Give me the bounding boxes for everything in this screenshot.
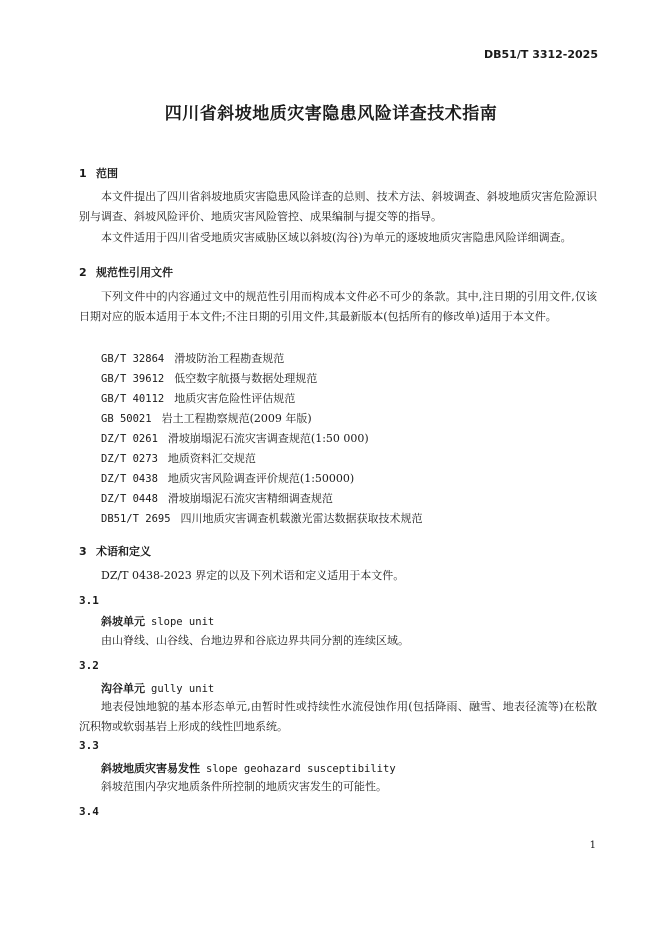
document-title: 四川省斜坡地质灾害隐患风险详查技术指南 <box>164 104 498 124</box>
reference-item <box>101 370 317 386</box>
term-chinese: 斜坡单元 <box>101 615 145 628</box>
term-number: 3.4 <box>79 805 99 818</box>
term-chinese: 斜坡地质灾害易发性 <box>101 762 200 775</box>
document-code: DB51/T 3312-2025 <box>484 48 598 61</box>
section-number: 3 <box>79 545 87 558</box>
section-3-heading <box>79 543 151 559</box>
section-2-intro: 下列文件中的内容通过文中的规范性引用而构成本文件必不可少的条款。其中,注日期的引用文件,仅该日期对应的版本适用于本文件;不注日期的引用文件,其最新版本(包括所有的修改单)适用于本文件。 <box>79 290 597 323</box>
reference-name: 地质灾害危险性评估规范 <box>174 392 296 405</box>
section-number: 2 <box>79 266 87 279</box>
reference-name: 岩土工程勘察规范(2009 年版) <box>161 412 312 425</box>
section-title: 范围 <box>96 167 118 180</box>
reference-code: GB/T 40112 <box>101 393 165 405</box>
term-number: 3.3 <box>79 739 99 752</box>
section-2-heading <box>79 264 173 280</box>
reference-name: 地质资料汇交规范 <box>167 452 256 465</box>
reference-name: 滑坡崩塌泥石流灾害调查规范(1:50 000) <box>167 432 369 445</box>
reference-item <box>101 490 333 506</box>
term-heading <box>101 760 396 776</box>
term-english: slope geohazard susceptibility <box>206 763 396 775</box>
reference-name: 地质灾害风险调查评价规范(1:50000) <box>167 472 355 485</box>
term-heading <box>101 613 214 629</box>
section-1-paragraph-2: 本文件适用于四川省受地质灾害威胁区域以斜坡(沟谷)为单元的逐坡地质灾害隐患风险详细调查。 <box>101 231 572 244</box>
section-3-intro: DZ/T 0438-2023 界定的以及下列术语和定义适用于本文件。 <box>101 569 405 582</box>
section-title: 术语和定义 <box>96 545 151 558</box>
reference-item <box>101 430 369 446</box>
reference-code: GB/T 39612 <box>101 373 165 385</box>
reference-code: DB51/T 2695 <box>101 513 171 525</box>
section-1-heading <box>79 165 118 181</box>
reference-name: 滑坡崩塌泥石流灾害精细调查规范 <box>167 492 333 505</box>
reference-code: DZ/T 0448 <box>101 493 158 505</box>
reference-item <box>101 510 423 526</box>
reference-item <box>101 410 312 426</box>
term-english: gully unit <box>151 683 215 695</box>
page-number: 1 <box>589 840 596 851</box>
reference-item <box>101 350 284 366</box>
term-definition: 地表侵蚀地貌的基本形态单元,由暂时性或持续性水流侵蚀作用(包括降雨、融雪、地表径流等)在松散沉积物或软弱基岩上形成的线性凹地系统。 <box>79 700 597 733</box>
section-1-paragraph-1: 本文件提出了四川省斜坡地质灾害隐患风险详查的总则、技术方法、斜坡调查、斜坡地质灾害危险源识别与调查、斜坡风险评价、地质灾害风险管控、成果编制与提交等的指导。 <box>79 190 597 223</box>
reference-name: 低空数字航摄与数据处理规范 <box>174 372 318 385</box>
reference-item <box>101 390 295 406</box>
term-number: 3.1 <box>79 594 99 607</box>
reference-name: 四川地质灾害调查机载激光雷达数据获取技术规范 <box>180 512 423 525</box>
term-heading <box>101 680 214 696</box>
section-title: 规范性引用文件 <box>96 266 173 279</box>
reference-code: DZ/T 0438 <box>101 473 158 485</box>
term-number: 3.2 <box>79 659 99 672</box>
reference-code: DZ/T 0273 <box>101 453 158 465</box>
reference-code: DZ/T 0261 <box>101 433 158 445</box>
term-definition: 由山脊线、山谷线、台地边界和谷底边界共同分割的连续区域。 <box>101 634 409 647</box>
reference-item <box>101 470 354 486</box>
section-number: 1 <box>79 167 87 180</box>
reference-code: GB 50021 <box>101 413 152 425</box>
term-definition: 斜坡范围内孕灾地质条件所控制的地质灾害发生的可能性。 <box>101 780 387 793</box>
term-english: slope unit <box>151 616 215 628</box>
reference-name: 滑坡防治工程勘查规范 <box>174 352 285 365</box>
reference-code: GB/T 32864 <box>101 353 165 365</box>
term-chinese: 沟谷单元 <box>101 682 145 695</box>
reference-item <box>101 450 256 466</box>
